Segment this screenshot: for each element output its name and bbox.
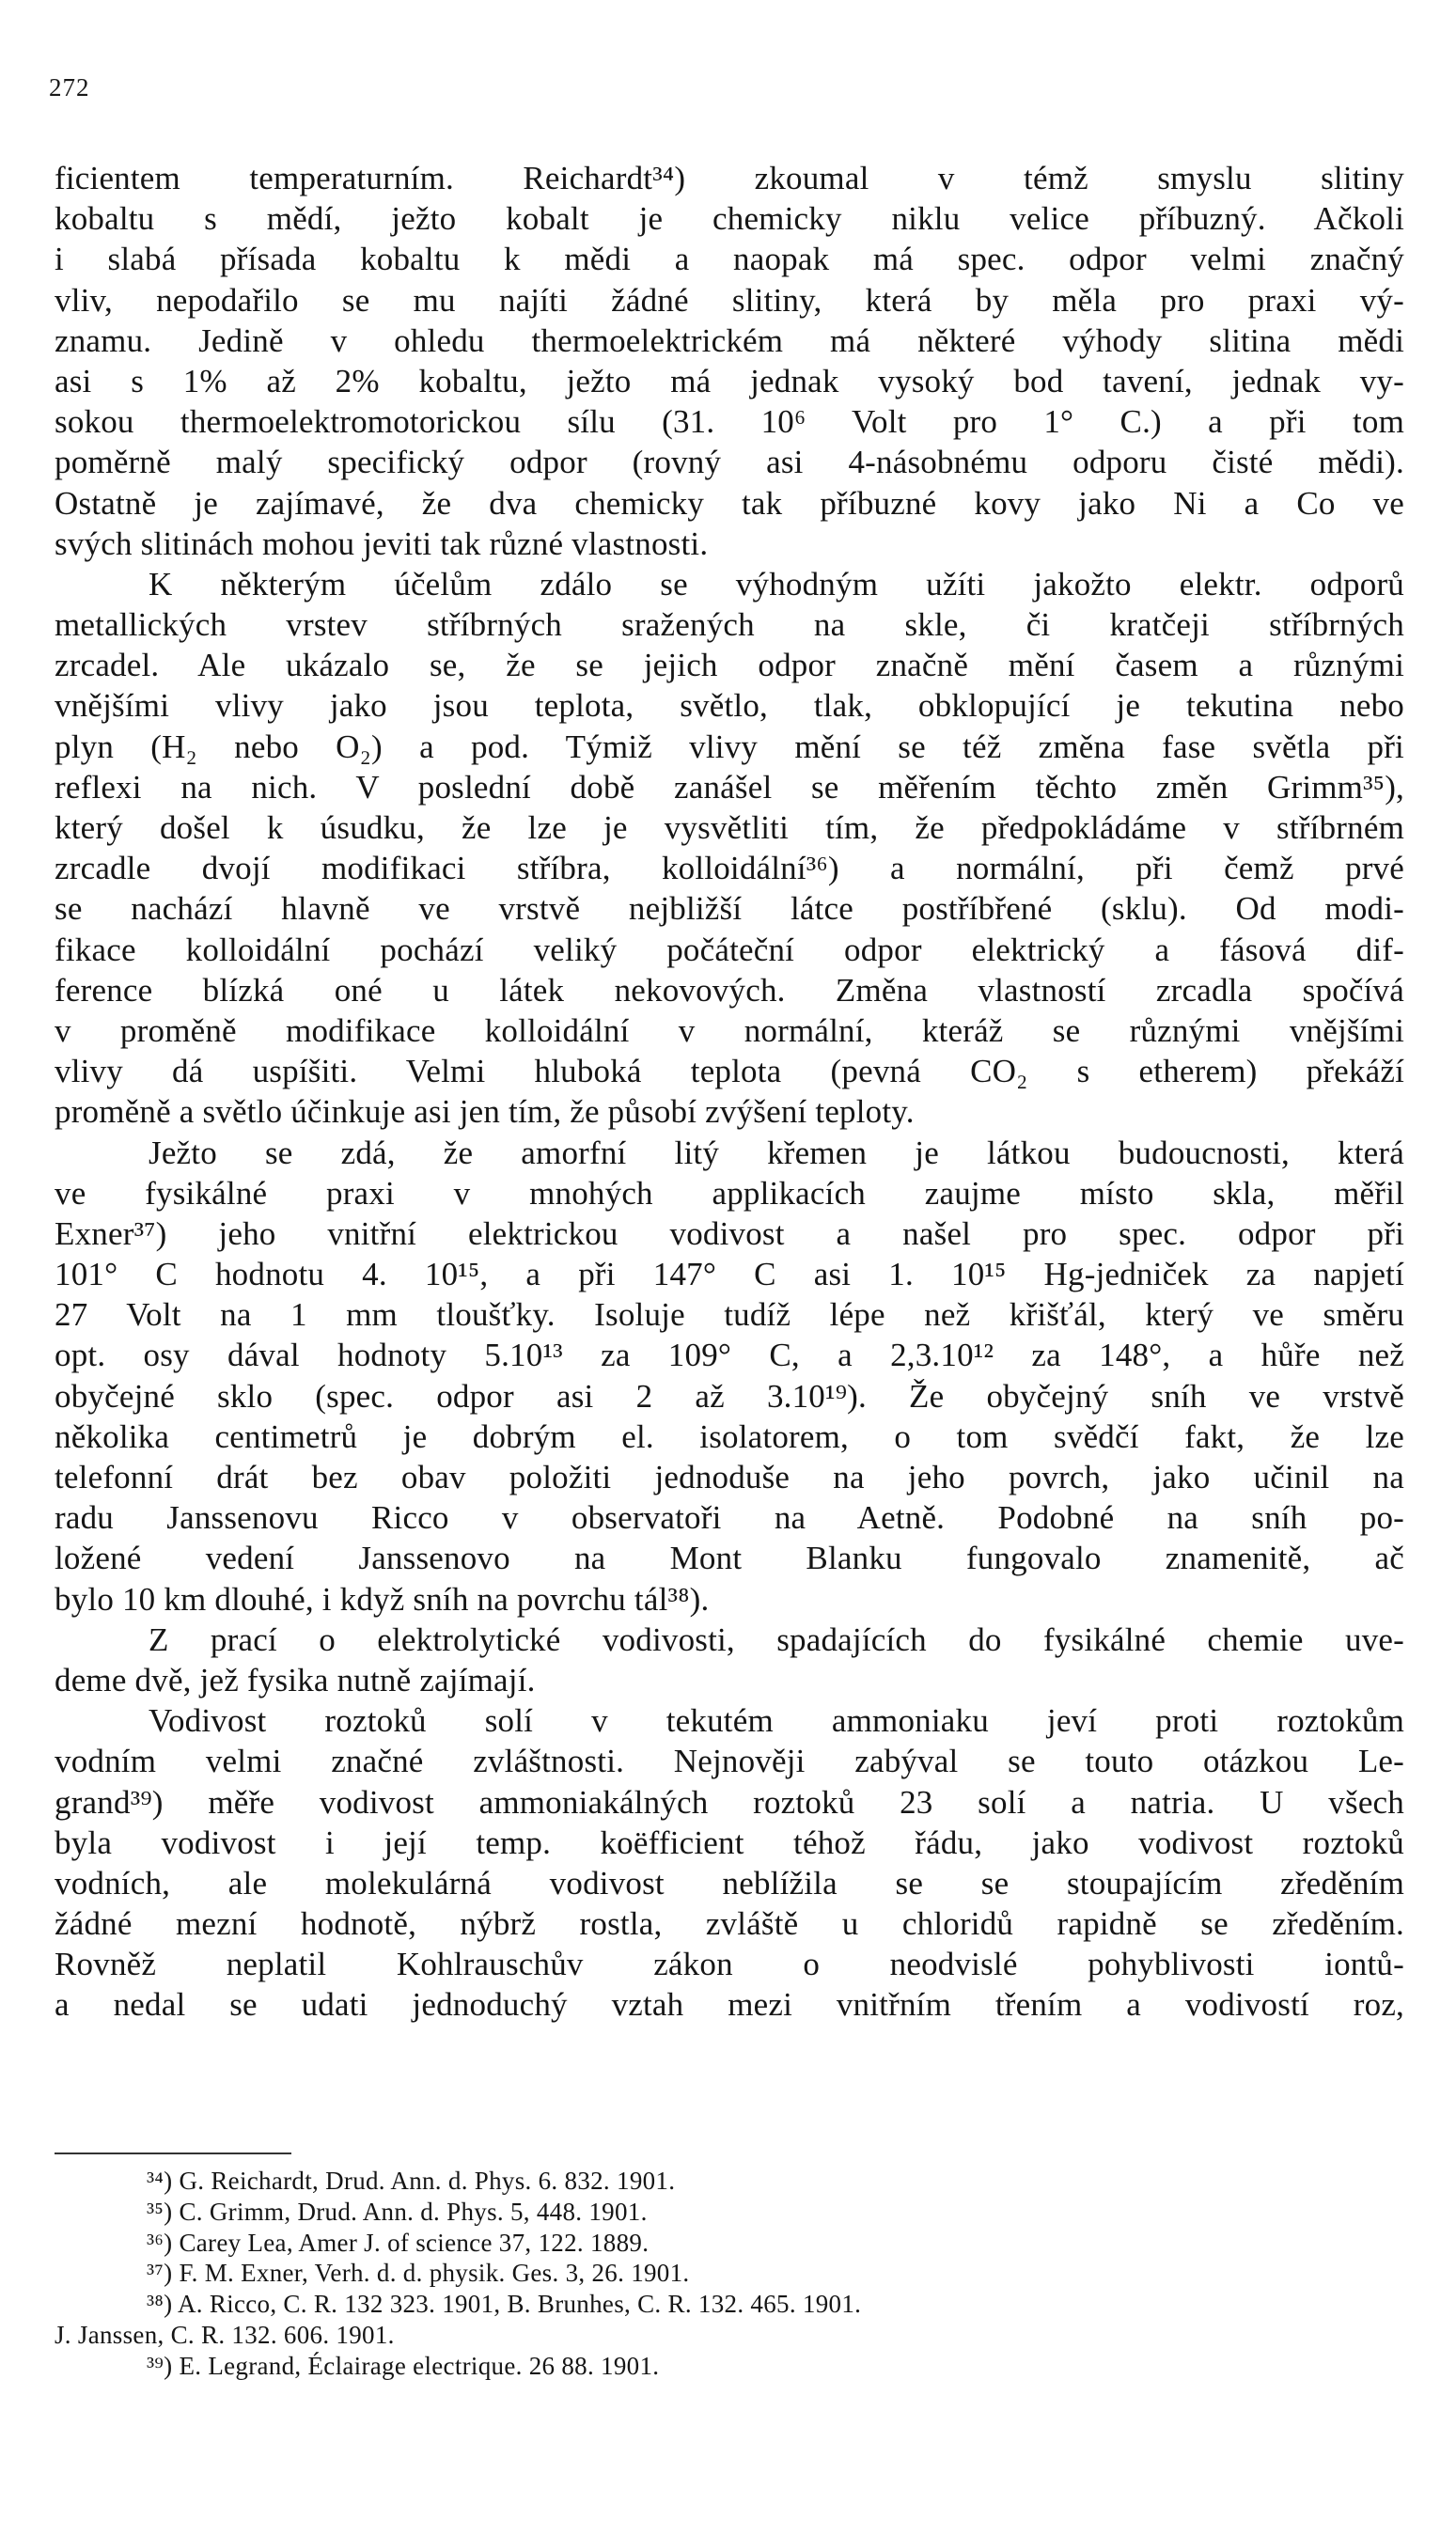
text-line: ložené vedení Janssenovo na Mont Blanku fungovalo znamenitě, ač xyxy=(55,1540,1404,1577)
footnote: ³⁷) F. M. Exner, Verh. d. d. physik. Ges. 3, 26. 1901. xyxy=(147,2259,690,2288)
text-line: 101° C hodnotu 4. 10¹⁵, a při 147° C asi 1. 10¹⁵ Hg-jedniček za napjetí xyxy=(55,1256,1404,1293)
footnote: ³⁹) E. Legrand, Éclairage electrique. 26 88. 1901. xyxy=(147,2351,660,2380)
text-line: sokou thermoelektromotorickou sílu (31. 10⁶ Volt pro 1° C.) a při tom xyxy=(55,403,1404,441)
text-line: žádné mezní hodnotě, nýbrž rostla, zvláště u chloridů rapidně se zředěním. xyxy=(55,1905,1404,1943)
text-line: Vodivost roztoků solí v tekutém ammoniaku jeví proti roztokům xyxy=(149,1702,1404,1740)
text-line: proměně a světlo účinkuje asi jen tím, že působí zvýšení teploty. xyxy=(55,1093,915,1131)
text-line: asi s 1% až 2% kobaltu, ježto má jednak vysoký bod tavení, jednak vy- xyxy=(55,362,1404,399)
footnote: ³⁶) Carey Lea, Amer J. of science 37, 122. 1889. xyxy=(147,2228,650,2257)
text-line: vodních, ale molekulárná vodivost neblížila se se stoupajícím zředěním xyxy=(55,1864,1404,1902)
text-line: několika centimetrů je dobrým el. isolatorem, o tom svědčí fakt, že lze xyxy=(55,1417,1404,1455)
text-line: radu Janssenovu Ricco v observatoři na Aetně. Podobné na sníh po- xyxy=(55,1499,1404,1537)
footnote: ³⁵) C. Grimm, Drud. Ann. d. Phys. 5, 448. 1901. xyxy=(147,2197,648,2226)
text-line: který došel k úsudku, že lze je vysvětliti tím, že předpokládáme v stříbrném xyxy=(55,809,1404,846)
text-line: bylo 10 km dlouhé, i když sníh na povrchu tál³⁸). xyxy=(55,1580,710,1618)
footnote: ³⁴) G. Reichardt, Drud. Ann. d. Phys. 6. 832. 1901. xyxy=(147,2167,676,2195)
page-number: 272 xyxy=(49,73,90,102)
text-line: a nedal se udati jednoduchý vztah mezi vnitřním třením a vodivostí roz, xyxy=(55,1986,1404,2024)
text-line: kobaltu s mědí, ježto kobalt je chemicky niklu velice příbuzný. Ačkoli xyxy=(55,200,1404,238)
text-line: svých slitinách mohou jeviti tak různé vlastnosti. xyxy=(55,524,709,562)
footnote: ³⁸) A. Ricco, C. R. 132 323. 1901, B. Brunhes, C. R. 132. 465. 1901. xyxy=(147,2290,862,2319)
text-line: vlivy dá uspíšiti. Velmi hluboká teplota (pevná CO₂ s etherem) překáží xyxy=(55,1053,1404,1090)
text-line: ve fysikálné praxi v mnohých applikacích zaujme místo skla, měřil xyxy=(55,1174,1404,1212)
text-line: byla vodivost i její temp. koëfficient téhož řádu, jako vodivost roztoků xyxy=(55,1824,1404,1861)
text-line: metallických vrstev stříbrných sražených na skle, či kratčeji stříbrných xyxy=(55,606,1404,644)
text-line: poměrně malý specifický odpor (rovný asi 4-násobnému odporu čisté mědi). xyxy=(55,444,1404,481)
footnote-rule xyxy=(55,2152,291,2154)
body-text xyxy=(55,158,1404,2026)
text-line: vodním velmi značné zvláštnosti. Nejnověji zabýval se touto otázkou Le- xyxy=(55,1743,1404,1780)
text-line: i slabá přísada kobaltu k mědi a naopak má spec. odpor velmi značný xyxy=(55,241,1404,278)
text-line: fikace kolloidální pochází veliký počáteční odpor elektrický a fásová dif- xyxy=(55,931,1404,968)
text-line: Exner³⁷) jeho vnitřní elektrickou vodivost a našel pro spec. odpor při xyxy=(55,1214,1404,1252)
text-line: deme dvě, jež fysika nutně zajímají. xyxy=(55,1661,536,1698)
footnote: J. Janssen, C. R. 132. 606. 1901. xyxy=(55,2320,395,2349)
text-line: ference blízká oné u látek nekovových. Změna vlastností zrcadla spočívá xyxy=(55,971,1404,1009)
text-line: Ostatně je zajímavé, že dva chemicky tak příbuzné kovy jako Ni a Co ve xyxy=(55,484,1404,522)
text-line: telefonní drát bez obav položiti jednoduše na jeho povrch, jako učinil na xyxy=(55,1459,1404,1495)
text-line: 27 Volt na 1 mm tloušťky. Isoluje tudíž lépe než křišťál, který ve směru xyxy=(55,1296,1404,1334)
text-line: Ježto se zdá, že amorfní litý křemen je látkou budoucnosti, která xyxy=(149,1134,1404,1171)
text-line: zrcadle dvojí modifikaci stříbra, kolloidální³⁶) a normální, při čemž prvé xyxy=(55,850,1404,887)
text-line: Z prací o elektrolytické vodivosti, spadajících do fysikálné chemie uve- xyxy=(149,1620,1404,1658)
text-line: opt. osy dával hodnoty 5.10¹³ za 109° C, a 2,3.10¹² za 148°, a hůře než xyxy=(55,1337,1404,1374)
text-line: reflexi na nich. V poslední době zanášel se měřením těchto změn Grimm³⁵), xyxy=(55,768,1404,806)
text-line: v proměně modifikace kolloidální v normální, kteráž se různými vnějšími xyxy=(55,1011,1404,1049)
text-line: se nachází hlavně ve vrstvě nejbližší látce postříbřené (sklu). Od modi- xyxy=(55,890,1404,928)
text-line: vnějšími vlivy jako jsou teplota, světlo, tlak, obklopující je tekutina nebo xyxy=(55,687,1404,725)
text-line: vliv, nepodařilo se mu najíti žádné slitiny, která by měla pro praxi vý- xyxy=(55,281,1404,319)
text-line: zrcadel. Ale ukázalo se, že se jejich odpor značně mění časem a různými xyxy=(55,647,1404,684)
text-line: znamu. Jedině v ohledu thermoelektrickém má některé výhody slitina mědi xyxy=(55,321,1404,359)
text-line: obyčejné sklo (spec. odpor asi 2 až 3.10¹⁹). Že obyčejný sníh ve vrstvě xyxy=(55,1377,1404,1415)
text-line: K některým účelům zdálo se výhodným užíti jakožto elektr. odporů xyxy=(149,565,1404,603)
footnotes xyxy=(55,2166,1404,2382)
text-line: plyn (H₂ nebo O₂) a pod. Týmiž vlivy mění se též změna fase světla při xyxy=(55,728,1404,765)
text-line: grand³⁹) měře vodivost ammoniakálných roztoků 23 solí a natria. U všech xyxy=(55,1783,1404,1821)
text-line: ficientem temperaturním. Reichardt³⁴) zkoumal v témž smyslu slitiny xyxy=(55,160,1404,196)
text-line: Rovněž neplatil Kohlrauschův zákon o neodvislé pohyblivosti iontů- xyxy=(55,1946,1404,1983)
